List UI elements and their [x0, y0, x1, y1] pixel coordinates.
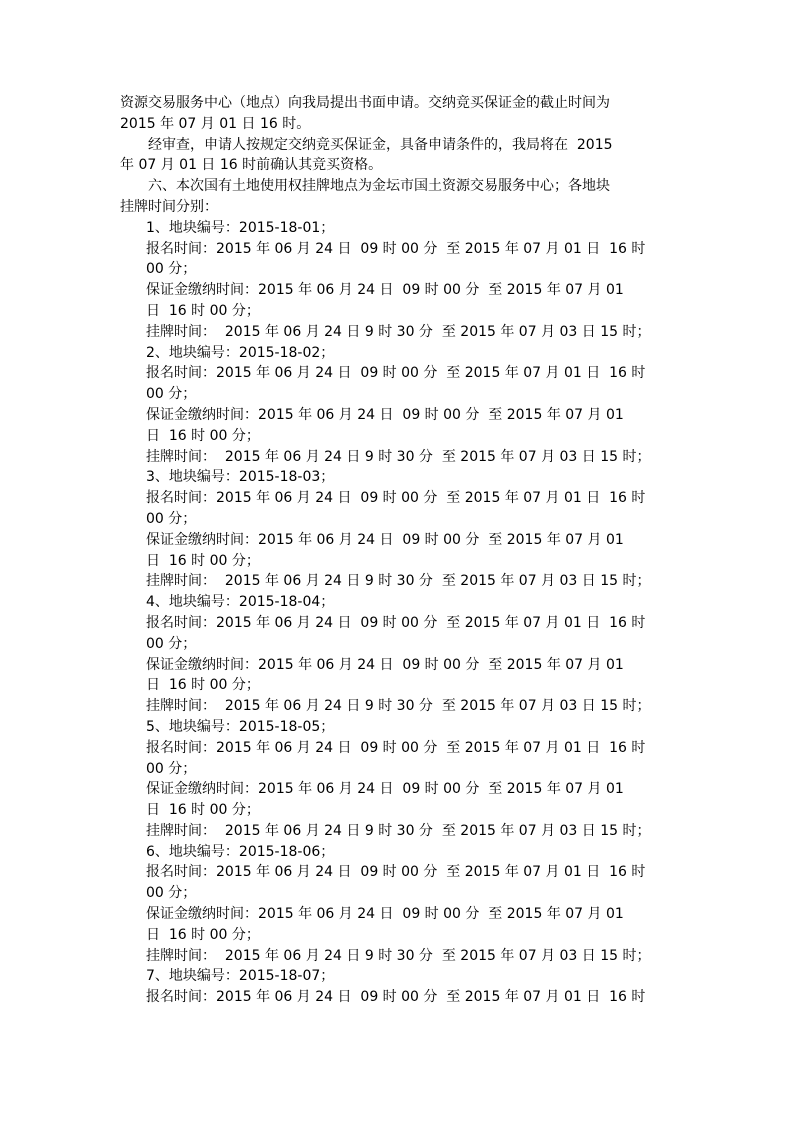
text-line: 6、地块编号：2015-18-06； — [146, 843, 335, 860]
document-body — [0, 93, 794, 1008]
text-line: 保证金缴纳时间：2015 年 06 月 24 日 09 时 00 分 至 2015 年 07 月 01 — [146, 781, 624, 798]
text-line: 日 16 时 00 分； — [146, 552, 260, 569]
text-line: 4、地块编号：2015-18-04； — [146, 594, 335, 611]
text-line: 00 分； — [146, 386, 197, 403]
text-line: 挂牌时间： 2015 年 06 月 24 日 9 时 30 分 至 2015 年 07 月 03 日 15 时； — [146, 698, 651, 715]
text-line: 报名时间：2015 年 06 月 24 日 09 时 00 分 至 2015 年 07 月 01 日 16 时 — [146, 864, 646, 881]
text-line: 日 16 时 00 分； — [146, 677, 260, 694]
text-line: 00 分； — [146, 885, 197, 902]
text-line: 报名时间：2015 年 06 月 24 日 09 时 00 分 至 2015 年 07 月 01 日 16 时 — [146, 614, 646, 631]
text-line: 挂牌时间： 2015 年 06 月 24 日 9 时 30 分 至 2015 年 07 月 03 日 15 时； — [146, 947, 651, 964]
text-line: 保证金缴纳时间：2015 年 06 月 24 日 09 时 00 分 至 2015 年 07 月 01 — [146, 282, 624, 299]
text-line: 2015 年 07 月 01 日 16 时。 — [120, 115, 311, 132]
text-line: 日 16 时 00 分； — [146, 926, 260, 943]
text-line: 2、地块编号：2015-18-02； — [146, 344, 335, 361]
text-line: 六、本次国有土地使用权挂牌地点为金坛市国土资源交易服务中心；各地块 — [148, 178, 610, 195]
text-line: 7、地块编号：2015-18-07； — [146, 968, 335, 985]
text-line: 3、地块编号：2015-18-03； — [146, 469, 335, 486]
text-line: 5、地块编号：2015-18-05； — [146, 718, 335, 735]
text-line: 报名时间：2015 年 06 月 24 日 09 时 00 分 至 2015 年 07 月 01 日 16 时 — [146, 490, 646, 507]
text-line: 挂牌时间： 2015 年 06 月 24 日 9 时 30 分 至 2015 年 07 月 03 日 15 时； — [146, 323, 651, 340]
text-line: 00 分； — [146, 760, 197, 777]
text-line: 保证金缴纳时间：2015 年 06 月 24 日 09 时 00 分 至 2015 年 07 月 01 — [146, 406, 624, 423]
text-line: 00 分； — [146, 261, 197, 278]
text-line: 保证金缴纳时间：2015 年 06 月 24 日 09 时 00 分 至 2015 年 07 月 01 — [146, 656, 624, 673]
text-line: 年 07 月 01 日 16 时前确认其竞买资格。 — [120, 157, 383, 174]
text-line: 资源交易服务中心（地点）向我局提出书面申请。交纳竞买保证金的截止时间为 — [120, 95, 610, 111]
text-line: 挂牌时间： 2015 年 06 月 24 日 9 时 30 分 至 2015 年 07 月 03 日 15 时； — [146, 448, 651, 465]
text-line: 保证金缴纳时间：2015 年 06 月 24 日 09 时 00 分 至 2015 年 07 月 01 — [146, 906, 624, 923]
text-line: 00 分； — [146, 510, 197, 527]
text-line: 1、地块编号：2015-18-01； — [146, 219, 335, 236]
text-line: 报名时间：2015 年 06 月 24 日 09 时 00 分 至 2015 年 07 月 01 日 16 时 — [146, 365, 646, 382]
text-line: 00 分； — [146, 635, 197, 652]
text-line: 挂牌时间： 2015 年 06 月 24 日 9 时 30 分 至 2015 年 07 月 03 日 15 时； — [146, 573, 651, 590]
text-line: 报名时间：2015 年 06 月 24 日 09 时 00 分 至 2015 年 07 月 01 日 16 时 — [146, 739, 646, 756]
text-line: 日 16 时 00 分； — [146, 427, 260, 444]
text-line: 挂牌时间分别： — [120, 198, 218, 215]
text-line: 日 16 时 00 分； — [146, 302, 260, 319]
text-line: 经审查，申请人按规定交纳竞买保证金，具备申请条件的，我局将在 2015 — [148, 136, 613, 153]
text-line: 报名时间：2015 年 06 月 24 日 09 时 00 分 至 2015 年 07 月 01 日 16 时 — [146, 240, 646, 257]
text-line: 保证金缴纳时间：2015 年 06 月 24 日 09 时 00 分 至 2015 年 07 月 01 — [146, 531, 624, 548]
text-line: 挂牌时间： 2015 年 06 月 24 日 9 时 30 分 至 2015 年 07 月 03 日 15 时； — [146, 822, 651, 839]
text-line: 日 16 时 00 分； — [146, 802, 260, 819]
text-line: 报名时间：2015 年 06 月 24 日 09 时 00 分 至 2015 年 07 月 01 日 16 时 — [146, 989, 646, 1006]
